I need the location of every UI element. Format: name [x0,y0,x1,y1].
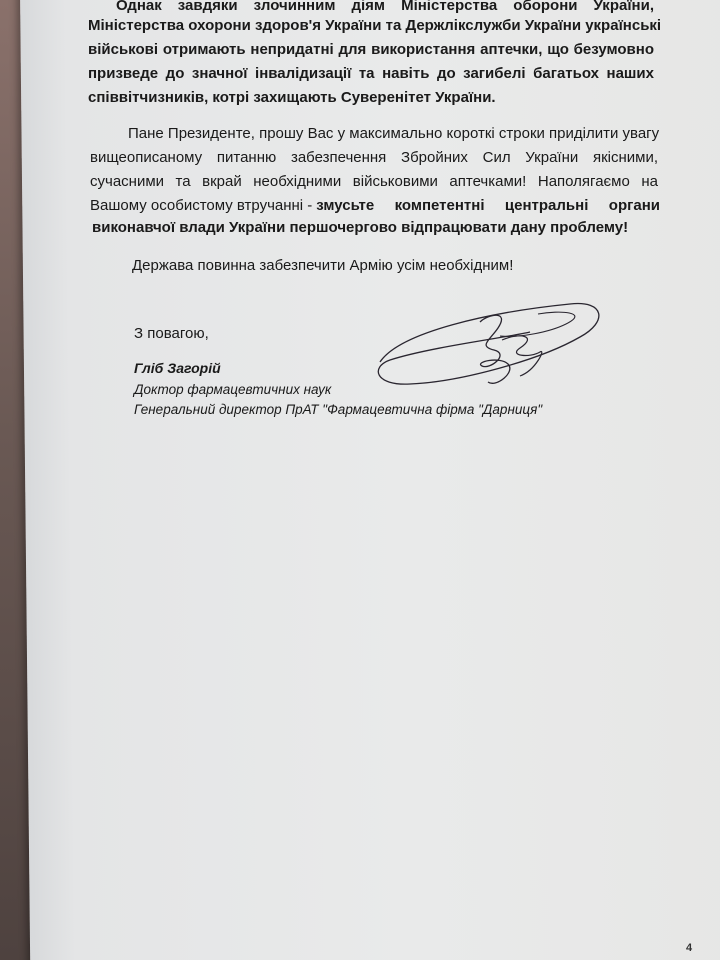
paragraph-3: Держава повинна забезпечити Армію усім необхідним! [132,257,514,274]
paragraph-1-line-2: Міністерства охорони здоров'я України та Держлікслужби України українські [88,17,662,34]
closing-greeting: З повагою, [134,325,209,342]
paragraph-2-line-4-bold: змусьте компетентні центральні органи [316,197,660,214]
paragraph-2-line-1: Пане Президенте, прошу Вас у максимально короткі строки приділити увагу [128,125,660,142]
letter-body [60,0,680,960]
handwritten-signature [370,292,610,402]
paragraph-1-line-5: співвітчизників, котрі захищають Суверенітет України. [88,89,496,106]
paragraph-2-line-5: виконавчої влади України першочергово відпрацювати дану проблему! [92,219,629,236]
paragraph-2-line-2: вищеописаному питанню забезпечення Збройних Сил України якісними, [90,149,658,166]
paragraph-2-line-4 [90,196,660,216]
signer-title-2: Генеральний директор ПрАТ "Фармацевтична фірма "Дарниця" [134,402,543,417]
signer-name: Гліб Загорій [134,360,221,376]
paragraph-1-line-3: військові отримають непридатні для використання аптечки, що безумовно [88,41,654,58]
signer-title-1: Доктор фармацевтичних наук [134,382,332,397]
paragraph-1-line-1: Однак завдяки злочинним діям Міністерства оборони України, [116,0,654,14]
page-number: 4 [686,942,693,954]
paragraph-2-line-3: сучасними та вкрай необхідними військовими аптечками! Наполягаємо на [90,173,658,190]
paragraph-1-line-4: призведе до значної інвалідизації та навіть до загибелі багатьох наших [88,65,654,82]
paragraph-2-line-4-plain: Вашому особистому втручанні - [90,197,313,214]
